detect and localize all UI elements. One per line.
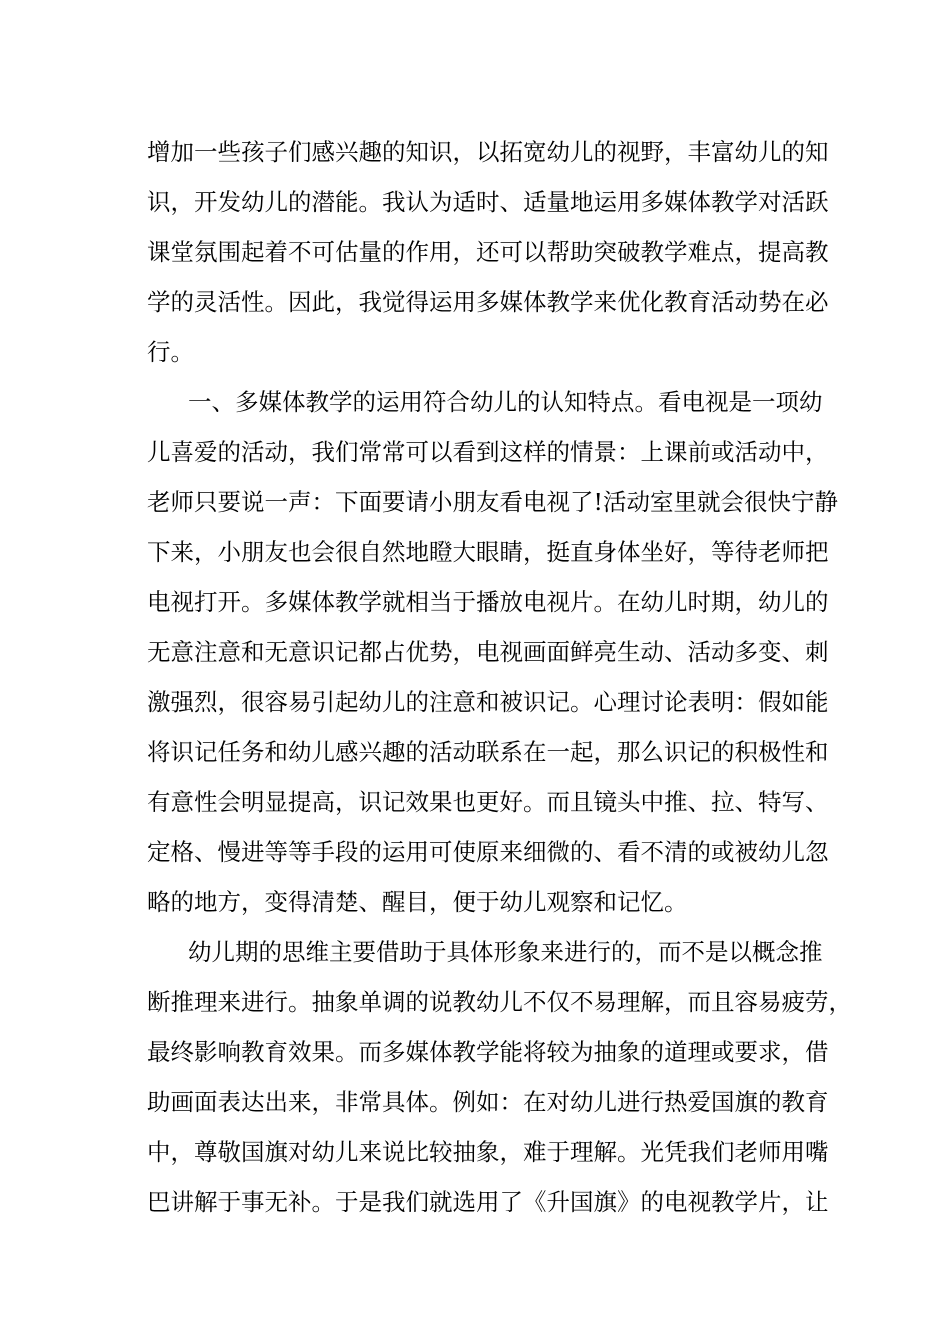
paragraph-1-line-3: 课堂氛围起着不可估量的作用，还可以帮助突破教学难点，提高教 — [147, 238, 829, 266]
paragraph-1-line-4: 学的灵活性。因此，我觉得运用多媒体教学来优化教育活动势在必 — [147, 288, 829, 316]
paragraph-2-line-10: 定格、慢进等等手段的运用可使原来细微的、看不清的或被幼儿忽 — [147, 838, 829, 866]
paragraph-3-line-4: 助画面表达出来，非常具体。例如：在对幼儿进行热爱国旗的教育 — [147, 1088, 829, 1116]
paragraph-3-line-1: 幼儿期的思维主要借助于具体形象来进行的，而不是以概念推 — [188, 938, 823, 966]
paragraph-2-line-9: 有意性会明显提高，识记效果也更好。而且镜头中推、拉、特写、 — [147, 788, 829, 816]
paragraph-2-line-6: 无意注意和无意识记都占优势，电视画面鲜亮生动、活动多变、刺 — [147, 638, 829, 666]
paragraph-2-line-4: 下来，小朋友也会很自然地瞪大眼睛，挺直身体坐好，等待老师把 — [147, 538, 829, 566]
paragraph-2-line-5: 电视打开。多媒体教学就相当于播放电视片。在幼儿时期，幼儿的 — [147, 588, 829, 616]
paragraph-3-line-5: 中，尊敬国旗对幼儿来说比较抽象，难于理解。光凭我们老师用嘴 — [147, 1138, 829, 1166]
paragraph-2-line-1: 一、多媒体教学的运用符合幼儿的认知特点。看电视是一项幼 — [188, 388, 823, 416]
paragraph-2-line-8: 将识记任务和幼儿感兴趣的活动联系在一起，那么识记的积极性和 — [147, 738, 829, 766]
paragraph-2-line-2: 儿喜爱的活动，我们常常可以看到这样的情景：上课前或活动中， — [147, 438, 829, 466]
paragraph-1-line-2: 识，开发幼儿的潜能。我认为适时、适量地运用多媒体教学对活跃 — [147, 188, 829, 216]
paragraph-3-line-2: 断推理来进行。抽象单调的说教幼儿不仅不易理解，而且容易疲劳， — [147, 988, 852, 1016]
paragraph-2-line-11: 略的地方，变得清楚、醒目，便于幼儿观察和记忆。 — [147, 888, 688, 916]
paragraph-2-line-7: 激强烈，很容易引起幼儿的注意和被识记。心理讨论表明：假如能 — [147, 688, 829, 716]
paragraph-1-line-1: 增加一些孩子们感兴趣的知识，以拓宽幼儿的视野，丰富幼儿的知 — [147, 138, 829, 166]
paragraph-2-line-3: 老师只要说一声：下面要请小朋友看电视了!活动室里就会很快宁静 — [147, 488, 838, 516]
paragraph-3-line-3: 最终影响教育效果。而多媒体教学能将较为抽象的道理或要求，借 — [147, 1038, 829, 1066]
paragraph-1-line-5: 行。 — [147, 338, 194, 366]
paragraph-3-line-6: 巴讲解于事无补。于是我们就选用了《升国旗》的电视教学片，让 — [147, 1188, 829, 1216]
